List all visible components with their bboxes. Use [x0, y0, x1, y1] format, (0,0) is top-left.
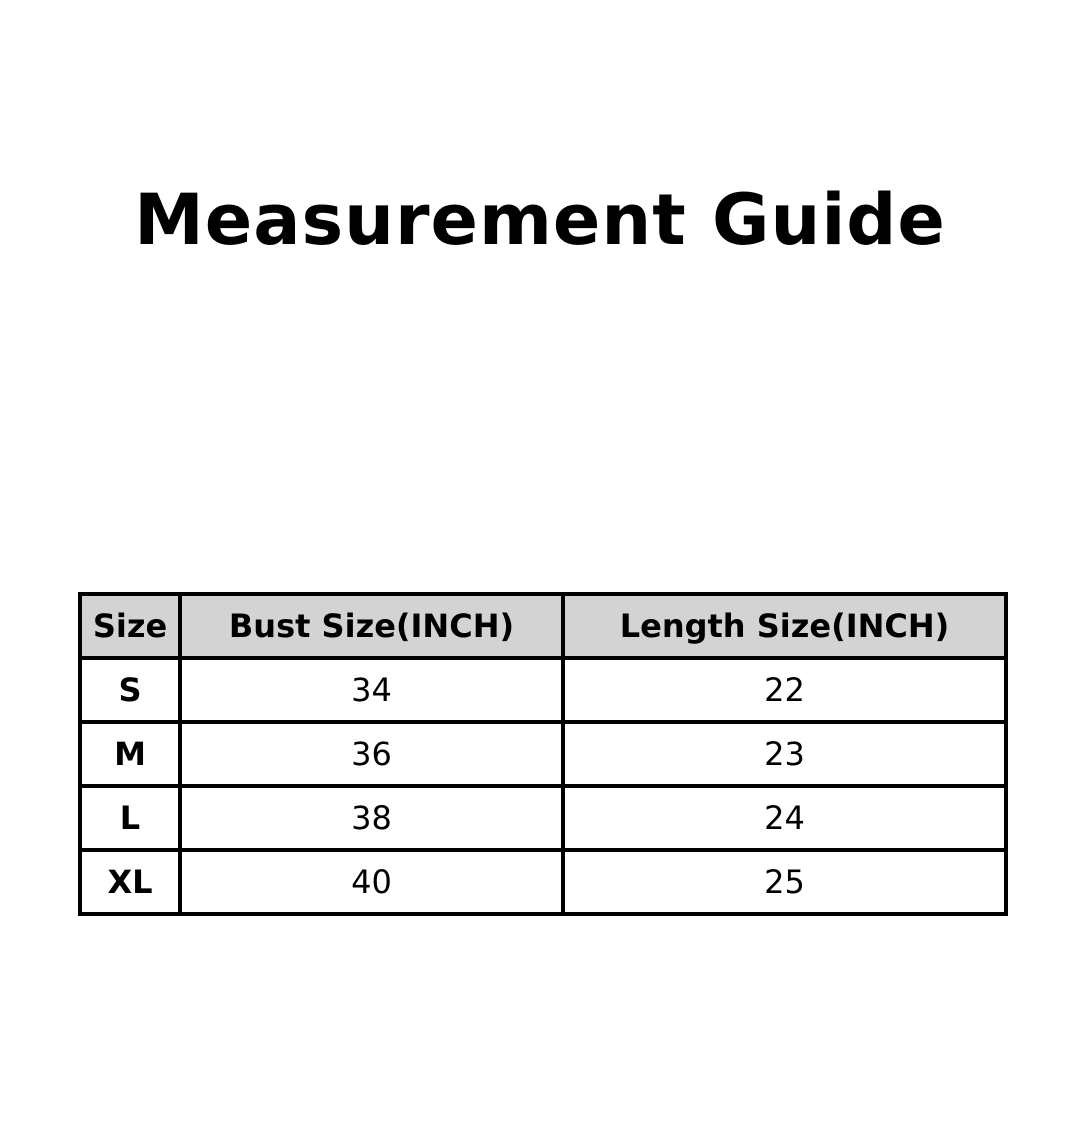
page-title: Measurement Guide	[134, 179, 946, 261]
length-cell: 24	[563, 786, 1006, 850]
length-cell: 23	[563, 722, 1006, 786]
header-length-size: Length Size(INCH)	[563, 594, 1006, 658]
bust-cell: 40	[180, 850, 563, 914]
bust-cell: 36	[180, 722, 563, 786]
size-cell: XL	[80, 850, 180, 914]
table-row	[80, 786, 1006, 850]
table-row	[80, 850, 1006, 914]
bust-cell: 34	[180, 658, 563, 722]
table-row	[80, 658, 1006, 722]
size-cell: L	[80, 786, 180, 850]
bust-cell: 38	[180, 786, 563, 850]
length-cell: 22	[563, 658, 1006, 722]
header-bust-size: Bust Size(INCH)	[180, 594, 563, 658]
header-size: Size	[80, 594, 180, 658]
measurement-table	[78, 592, 1008, 916]
size-cell: M	[80, 722, 180, 786]
table-row	[80, 722, 1006, 786]
length-cell: 25	[563, 850, 1006, 914]
table-header-row	[80, 594, 1006, 658]
size-cell: S	[80, 658, 180, 722]
